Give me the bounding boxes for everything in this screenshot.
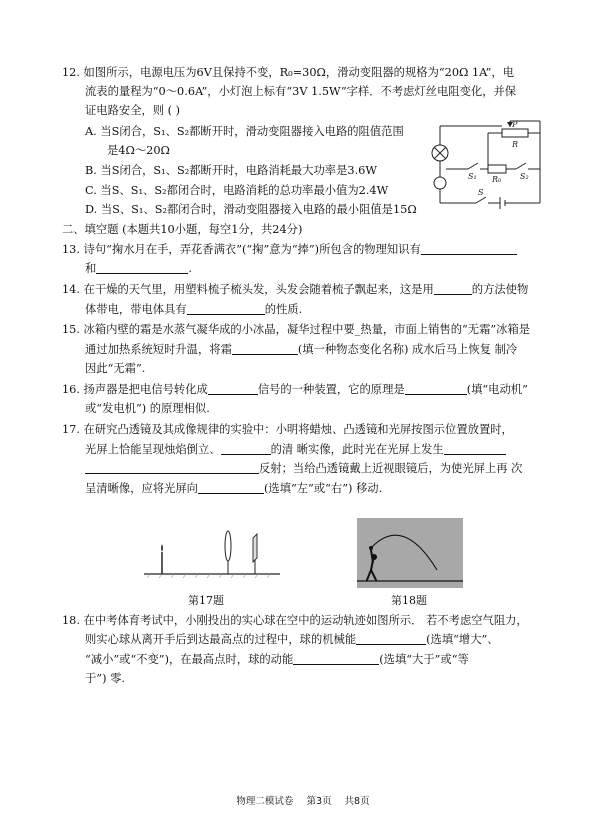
q13-text: 13. 诗句“掬水月在手，弄花香满衣”(“掬”意为“捧”)所包含的物理知识有: [62, 243, 421, 256]
q17-line3: [85, 462, 522, 476]
q18-line1: 18. 在中考体育考试中，小刚投出的实心球在空中的运动轨迹如图所示． 若不考虑空气阻力，: [62, 614, 528, 627]
section-2-heading: 二、填空题 (本题共10小题，每空1分，共24分): [62, 223, 303, 236]
switch-s2-icon: [516, 163, 526, 169]
q16-line1: [62, 383, 528, 397]
circuit-diagram: [428, 117, 558, 211]
q16-blank-2[interactable]: [405, 383, 467, 395]
q17-line4: [85, 482, 382, 496]
label-p: P: [512, 120, 518, 129]
figure-18-shot-put-trajectory: [357, 518, 463, 588]
q14-blank-1[interactable]: [434, 283, 472, 295]
q16-line2: 或“发电机”) 的原理相似.: [85, 402, 210, 415]
q14-blank-2[interactable]: [187, 303, 265, 315]
q12-option-d: D. 当S、S₁、S₂都闭合时，滑动变阻器接入电路的最小阻值是15Ω: [85, 203, 417, 216]
q18-text-c: “减小”或“不变”)，在最高点时，球的动能: [85, 653, 294, 666]
q17-text-c: 反射；当给凸透镜戴上近视眼镜后，为使光屏上再 次: [259, 462, 523, 475]
q13-line2: [85, 262, 192, 276]
q12-option-a: A. 当S闭合，S₁、S₂都断开时，滑动变阻器接入电路的阻值范围: [85, 125, 404, 138]
switch-s1-icon: [468, 163, 478, 169]
q16-text-a: 16. 扬声器是把电信号转化成: [62, 383, 208, 396]
q12-line2: 流表的量程为“0～0.6A”，小灯泡上标有“3V 1.5W”字样．不考虑灯丝电阻变化，并保: [85, 85, 517, 98]
q13-blank-2[interactable]: [96, 262, 188, 274]
label-s2: S₂: [520, 172, 529, 181]
q17-text-b: 的清 晰实像，此时光在光屏上发生: [270, 443, 444, 456]
q18-blank-1[interactable]: [356, 633, 426, 645]
q13-and: 和: [85, 262, 97, 275]
q15-line2: [85, 343, 517, 357]
q18-line2: [85, 633, 499, 647]
figure-17-optical-bench: [140, 518, 285, 584]
q18-blank-2[interactable]: [293, 653, 379, 665]
resistor-r0-icon: [488, 165, 506, 173]
q13-blank-1[interactable]: [421, 243, 517, 255]
q12-option-c: C. 当S、S₁、S₂都闭合时，电路消耗的总功率最小值为2.4W: [85, 184, 389, 197]
q15-line3: 因此“无霜”.: [85, 362, 146, 375]
q17-text-e: (选填“左”或“右”) 移动.: [263, 482, 383, 495]
q14-text-c: 体带电，带电体具有: [85, 303, 187, 316]
q17-text-a: 光屏上恰能呈现烛焰倒立、: [85, 443, 221, 456]
footer-total: 共8页: [344, 796, 370, 807]
q12-option-b: B. 当S闭合，S₁、S₂都断开时，电路消耗最大功率是3.6W: [85, 164, 377, 177]
q15-text-a: 通过加热系统短时升温，将霜: [85, 343, 232, 356]
q16-blank-1[interactable]: [208, 383, 258, 395]
q13-line1: [62, 243, 517, 257]
q17-line2: [85, 443, 506, 457]
q17-blank-3[interactable]: [85, 462, 259, 474]
q12-line3: 证电路安全，则 ( ): [85, 104, 181, 117]
q17-line1: 17. 在研究凸透镜及其成像规律的实验中：小明将蜡烛、凸透镜和光屏按图示位置放置时，: [62, 423, 513, 436]
footer-subject: 物理二模试卷: [236, 796, 294, 807]
q18-text-a: 则实心球从离开手后到达最高点的过程中，球的机械能: [85, 633, 357, 646]
ammeter-icon: [434, 177, 446, 189]
q14-text-b: 的方法使物: [471, 283, 529, 296]
q18-text-b: (选填“增大”、: [426, 633, 499, 646]
q17-text-d: 呈清晰像，应将光屏向: [85, 482, 198, 495]
q16-text-b: 信号的一种装置，它的原理是: [257, 383, 405, 396]
q18-text-d: (选填“大于”或“等: [379, 653, 469, 666]
q14-line1: [62, 283, 528, 297]
page-footer: [0, 793, 606, 807]
q17-blank-2[interactable]: [444, 443, 506, 455]
q15-line1: 15. 冰箱内壁的霜是水蒸气凝华成的小冰晶，凝华过程中要_热量，市面上销售的“无霜”冰箱是: [62, 323, 531, 336]
lens-icon: [225, 531, 231, 574]
switch-s-icon: [476, 197, 486, 203]
footer-page: 第3页: [306, 796, 332, 807]
q18-line4: 于”) 零.: [85, 672, 125, 685]
figure-18-caption: 第18题: [391, 594, 427, 607]
q14-text-d: 的性质.: [264, 303, 303, 316]
q15-blank[interactable]: [232, 343, 298, 355]
label-s1: S₁: [468, 172, 477, 181]
q15-text-b: (填一种物态变化名称) 成水后马上恢复 制冷: [297, 343, 518, 356]
q14-line2: [85, 303, 302, 317]
q14-text-a: 14. 在干燥的天气里，用塑料梳子梳头发，头发会随着梳子飘起来，这是用: [62, 283, 434, 296]
q17-blank-4[interactable]: [198, 482, 264, 494]
q13-end: .: [188, 262, 192, 275]
candle-icon: [161, 544, 163, 574]
screen-icon: [253, 534, 257, 574]
q12-option-a-cont: 是4Ω～20Ω: [107, 144, 170, 157]
rheostat-icon: [502, 129, 528, 137]
q16-text-c: (填“电动机”: [466, 383, 528, 396]
label-s: S: [478, 188, 484, 197]
figure-17-caption: 第17题: [188, 594, 224, 607]
q12-line1: 12. 如图所示，电源电压为6V且保持不变，R₀=30Ω，滑动变阻器的规格为“20Ω 1A”，电: [62, 66, 515, 79]
label-r0: R₀: [492, 175, 502, 184]
q17-blank-1[interactable]: [221, 443, 271, 455]
label-r: R: [512, 140, 519, 149]
q18-line3: [85, 653, 469, 667]
